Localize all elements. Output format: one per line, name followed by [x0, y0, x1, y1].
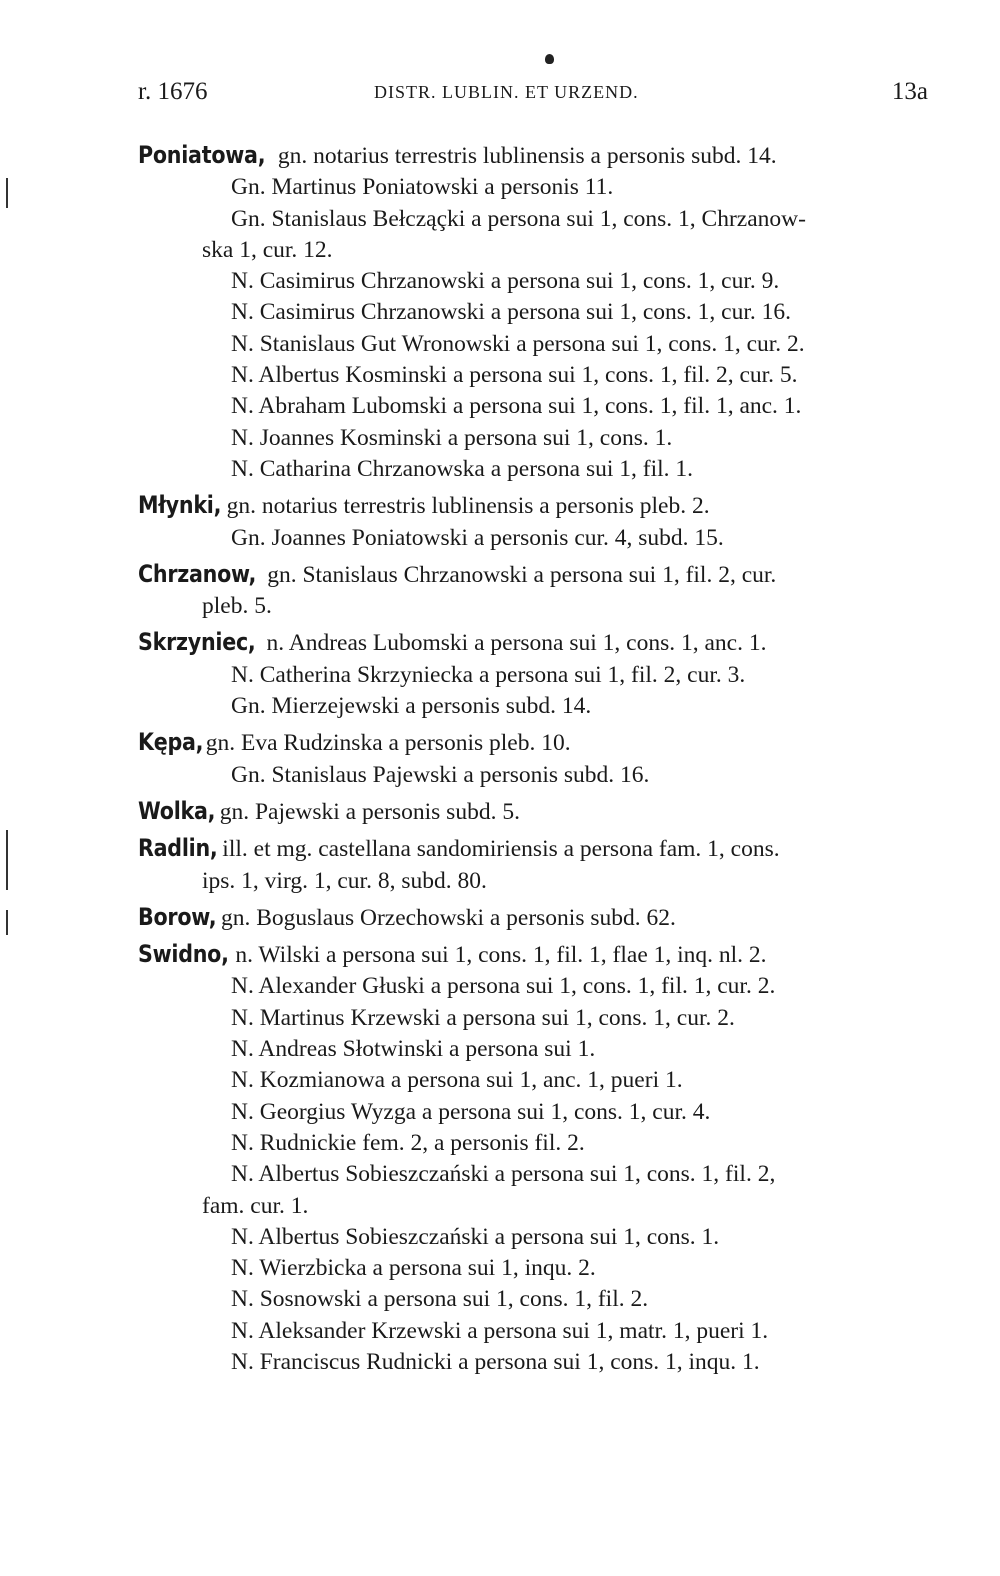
- entry-first-line: [138, 939, 938, 971]
- line-text: N. Stanislaus Gut Wronowski a persona sui 1, cons. 1, cur. 2.: [231, 330, 805, 357]
- line-text: N. Catherina Skrzyniecka a persona sui 1, fil. 2, cur. 3.: [231, 661, 746, 688]
- entry-first-line: [138, 833, 938, 865]
- household-line: [138, 204, 938, 235]
- household-line: [138, 391, 938, 422]
- household-line: [138, 423, 938, 454]
- household-line: [138, 1065, 938, 1096]
- running-head: [138, 78, 928, 108]
- place-entry: [138, 939, 938, 1378]
- margin-mark: [6, 910, 8, 935]
- household-line: [138, 172, 938, 203]
- entry-continuation-line: [138, 1191, 938, 1222]
- household-line: [138, 1159, 938, 1190]
- place-name: Młynki,: [138, 491, 222, 520]
- line-text: N. Andreas Słotwinski a persona sui 1.: [231, 1036, 596, 1063]
- place-name: Poniatowa,: [138, 141, 266, 169]
- line-text: N. Joannes Kosminski a persona sui 1, cons. 1.: [231, 424, 673, 451]
- household-line: [138, 297, 938, 328]
- entry-continuation-line: [138, 235, 938, 266]
- place-entry: [138, 140, 938, 485]
- line-text: N. Georgius Wyzga a persona sui 1, cons. 1, cur. 4.: [231, 1098, 711, 1125]
- place-entry: [138, 727, 938, 791]
- margin-mark: [6, 178, 8, 208]
- line-text: N. Aleksander Krzewski a persona sui 1, matr. 1, pueri 1.: [231, 1317, 769, 1344]
- household-line: [138, 1284, 938, 1315]
- line-text: ips. 1, virg. 1, cur. 8, subd. 80.: [202, 867, 487, 894]
- household-line: [138, 523, 938, 554]
- line-text: N. Catharina Chrzanowska a persona sui 1, fil. 1.: [231, 455, 694, 482]
- line-text: N. Casimirus Chrzanowski a persona sui 1, cons. 1, cur. 16.: [231, 299, 792, 326]
- household-line: [138, 660, 938, 691]
- household-line: [138, 454, 938, 485]
- line-text: gn. notarius terrestris lublinensis a personis subd. 14.: [277, 143, 777, 169]
- entry-first-line: [138, 140, 938, 172]
- line-text: pleb. 5.: [202, 593, 272, 620]
- margin-mark: [6, 830, 8, 890]
- line-text: N. Alexander Głuski a persona sui 1, cons. 1, fil. 1, cur. 2.: [231, 973, 776, 1000]
- line-text: N. Casimirus Chrzanowski a persona sui 1, cons. 1, cur. 9.: [231, 268, 780, 295]
- place-name: Wolka,: [138, 796, 216, 825]
- line-text: N. Albertus Kosminski a persona sui 1, cons. 1, fil. 2, cur. 5.: [231, 362, 798, 389]
- household-line: [138, 971, 938, 1002]
- entry-first-line: [138, 727, 938, 759]
- entry-first-line: [138, 627, 938, 659]
- household-line: [138, 1097, 938, 1128]
- line-text: N. Martinus Krzewski a persona sui 1, cons. 1, cur. 2.: [231, 1004, 735, 1031]
- place-entry: [138, 796, 938, 828]
- entry-continuation-line: [138, 591, 938, 622]
- line-text: N. Albertus Sobieszczański a persona sui 1, cons. 1.: [231, 1223, 720, 1250]
- line-text: N. Kozmianowa a persona sui 1, anc. 1, pueri 1.: [231, 1067, 683, 1094]
- place-name: Chrzanow,: [138, 559, 257, 588]
- line-text: N. Franciscus Rudnicki a persona sui 1, cons. 1, inqu. 1.: [231, 1348, 760, 1375]
- place-entry: [138, 490, 938, 554]
- line-text: n. Andreas Lubomski a persona sui 1, cons. 1, anc. 1.: [266, 630, 767, 657]
- line-text: fam. cur. 1.: [202, 1192, 309, 1219]
- household-line: [138, 1347, 938, 1378]
- line-text: N. Albertus Sobieszczański a persona sui 1, cons. 1, fil. 2,: [231, 1161, 776, 1188]
- household-line: [138, 266, 938, 297]
- line-text: Gn. Mierzejewski a personis subd. 14.: [231, 693, 592, 720]
- line-text: ill. et mg. castellana sandomiriensis a persona fam. 1, cons.: [222, 836, 780, 863]
- household-line: [138, 1128, 938, 1159]
- household-line: [138, 1003, 938, 1034]
- entry-first-line: [138, 902, 938, 934]
- household-line: [138, 1034, 938, 1065]
- place-name: Kępa,: [138, 728, 204, 757]
- household-line: [138, 360, 938, 391]
- header-year: r. 1676: [138, 78, 208, 105]
- place-name: Radlin,: [138, 834, 218, 863]
- household-line: [138, 691, 938, 722]
- page-number: 13a: [891, 78, 928, 105]
- line-text: N. Sosnowski a persona sui 1, cons. 1, fil. 2.: [231, 1286, 649, 1313]
- line-text: gn. notarius terrestris lublinensis a personis pleb. 2.: [226, 493, 710, 520]
- line-text: N. Wierzbicka a persona sui 1, inqu. 2.: [231, 1255, 596, 1282]
- place-entry: [138, 833, 938, 897]
- place-name: Swidno,: [138, 940, 229, 969]
- line-text: gn. Eva Rudzinska a personis pleb. 10.: [205, 730, 571, 757]
- line-text: n. Wilski a persona sui 1, cons. 1, fil. 1, flae 1, inq. nl. 2.: [235, 942, 767, 969]
- household-line: [138, 1253, 938, 1284]
- entry-list: [138, 140, 938, 1383]
- ink-smudge: [545, 54, 554, 64]
- household-line: [138, 329, 938, 360]
- line-text: ska 1, cur. 12.: [202, 236, 333, 263]
- place-name: Skrzyniec,: [138, 628, 256, 657]
- line-text: N. Rudnickie fem. 2, a personis fil. 2.: [231, 1129, 585, 1156]
- place-entry: [138, 559, 938, 623]
- line-text: Gn. Martinus Poniatowski a personis 11.: [231, 174, 614, 201]
- line-text: Gn. Stanislaus Pajewski a personis subd. 16.: [231, 761, 650, 788]
- line-text: gn. Pajewski a personis subd. 5.: [219, 798, 520, 825]
- entry-first-line: [138, 796, 938, 828]
- household-line: [138, 1316, 938, 1347]
- household-line: [138, 1222, 938, 1253]
- entry-first-line: [138, 559, 938, 591]
- entry-first-line: [138, 490, 938, 522]
- entry-continuation-line: [138, 866, 938, 897]
- place-entry: [138, 627, 938, 722]
- line-text: Gn. Stanislaus Bełcząçki a persona sui 1, cons. 1, Chrzanow-: [231, 205, 806, 232]
- place-entry: [138, 902, 938, 934]
- line-text: gn. Stanislaus Chrzanowski a persona sui 1, fil. 2, cur.: [267, 561, 777, 588]
- place-name: Borow,: [138, 902, 217, 931]
- header-title: DISTR. LUBLIN. ET URZEND.: [374, 82, 639, 102]
- line-text: gn. Boguslaus Orzechowski a personis subd. 62.: [220, 904, 676, 931]
- line-text: Gn. Joannes Poniatowski a personis cur. 4, subd. 15.: [231, 524, 724, 551]
- line-text: N. Abraham Lubomski a persona sui 1, cons. 1, fil. 1, anc. 1.: [231, 393, 802, 420]
- household-line: [138, 760, 938, 791]
